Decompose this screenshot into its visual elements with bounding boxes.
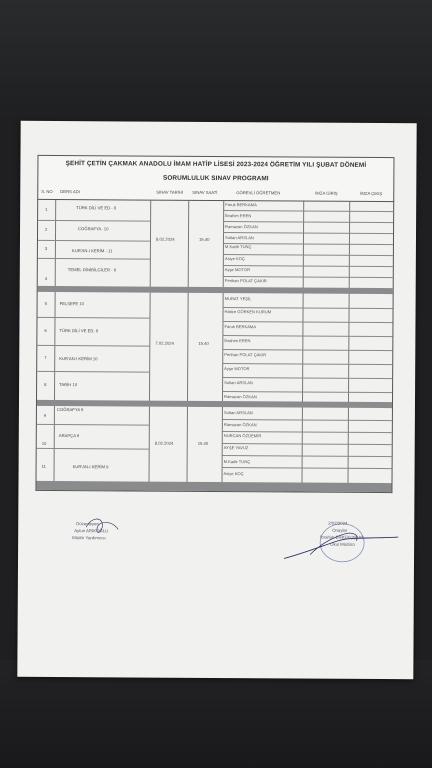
exam-time: 15.40 bbox=[198, 236, 210, 242]
header-sign-in: İMZA GİRİŞ bbox=[315, 190, 338, 196]
teacher-name: Ramazan ÖZKAN bbox=[224, 394, 257, 400]
teacher-name: İbrahim EREN bbox=[224, 338, 251, 344]
row-no: 4 bbox=[44, 275, 48, 281]
teacher-name: Sultan ARSLAN bbox=[224, 380, 254, 386]
course-name: KUR'AN-I KERİM 10 bbox=[59, 356, 98, 362]
teacher-name: MURAT YEŞİL bbox=[224, 296, 252, 302]
teacher-name: Asiye KOÇ bbox=[223, 471, 244, 477]
desk-background-top bbox=[0, 0, 432, 120]
teacher-name: Asiye KOÇ bbox=[224, 256, 245, 262]
exam-time: 15.40 bbox=[197, 440, 209, 446]
signature-right-name: İbrahim ERKEK(?)KAT bbox=[320, 534, 364, 540]
course-name: KUR'AN-I KERİM - 11 bbox=[71, 248, 113, 254]
teacher-name: M.Kadir TUNÇ bbox=[223, 459, 251, 465]
row-no: 10 bbox=[41, 440, 47, 446]
row-no: 3 bbox=[44, 245, 48, 251]
exam-date: 8.02.2024 bbox=[155, 236, 175, 242]
row-no: 5 bbox=[44, 300, 47, 306]
teacher-name: Ayşe MOTOR bbox=[224, 267, 251, 273]
title-box bbox=[37, 155, 394, 191]
row-no: 6 bbox=[44, 327, 47, 333]
signature-left bbox=[58, 519, 138, 559]
signature-right bbox=[280, 516, 400, 569]
row-no: 1 bbox=[45, 206, 48, 212]
exam-schedule-sheet bbox=[17, 121, 416, 679]
row-no: 11 bbox=[41, 463, 46, 469]
course-name: ARAPÇA 9 bbox=[58, 433, 80, 439]
group-separator bbox=[38, 286, 393, 294]
teacher-name: NURCAN ÖZDEMİR bbox=[223, 433, 262, 439]
header-teacher: GÖREVLİ ÖĞRETMEN bbox=[236, 190, 281, 196]
teacher-name: Faruk BERKAMA bbox=[225, 202, 257, 208]
signature-right-approval: Onaylar bbox=[332, 527, 348, 533]
row-no: 2 bbox=[45, 226, 48, 232]
title-line-2: SORUMLULUK SINAV PROGRAMI bbox=[162, 174, 269, 183]
signature-right-date: 2/02/2024 bbox=[328, 520, 348, 526]
course-name: COĞRAFYA- 10 bbox=[78, 226, 109, 232]
teacher-name: Perihan POLAT ÇAKIR bbox=[224, 278, 267, 284]
teacher-name: Ramazan ÖZKAN bbox=[225, 224, 258, 230]
header-course: DERS ADI bbox=[60, 189, 80, 195]
signature-right-title: Okul Müdürü bbox=[330, 541, 355, 547]
handwritten-signature bbox=[58, 513, 138, 553]
signature-left-role: Düzenleyen bbox=[76, 521, 99, 527]
header-sign-out: İMZA ÇIKIŞ bbox=[360, 190, 383, 197]
header-no: S. NO bbox=[41, 188, 53, 194]
course-name: FELSEFE 10 bbox=[59, 301, 85, 307]
header-time: SINAV SAATİ bbox=[192, 189, 218, 195]
group-separator bbox=[37, 400, 392, 408]
teacher-name: Sultan ARSLAN bbox=[223, 410, 253, 416]
schedule-table bbox=[35, 200, 394, 493]
teacher-name: Hatice GÖRKEN KURUM bbox=[224, 309, 272, 315]
teacher-name: Perihan POLAT ÇAKIR bbox=[224, 352, 267, 358]
teacher-name: İbrahim EREN bbox=[225, 213, 252, 219]
header-date: SINAV TARİHİ bbox=[156, 189, 184, 195]
row-no: 9 bbox=[43, 412, 47, 418]
course-name: TARİH 10 bbox=[59, 382, 78, 388]
teacher-name: M.Kadir TUNÇ bbox=[224, 244, 252, 250]
signature-left-name: Aytun ARIKOĞLU bbox=[74, 528, 109, 534]
course-name: TÜRK DİLİ VE ED. 9 bbox=[59, 328, 99, 334]
title-line-1: ŞEHİT ÇETİN ÇAKMAK ANADOLU İMAM HATİP LİSESİ 2023-2024 ÖĞRETİM YILI ŞUBAT DÖNEMİ bbox=[65, 160, 367, 169]
course-name: COĞRAFYA 9 bbox=[56, 407, 84, 413]
row-no: 7 bbox=[44, 354, 47, 360]
teacher-name: Sultan ARSLAN bbox=[224, 235, 254, 241]
teacher-name: Ayşe MOTOR bbox=[224, 366, 250, 372]
exam-time: 15.40 bbox=[198, 340, 209, 346]
signature-left-title: Müdür Yardımcısı bbox=[72, 535, 106, 541]
course-name: TEMEL DİNİBİLGİLER - 9 bbox=[67, 267, 117, 273]
table-bottom-bar bbox=[36, 481, 391, 492]
course-name: TÜRK DİLİ VE ED - 9 bbox=[76, 205, 117, 211]
teacher-name: Ramazan ÖZKAN bbox=[223, 422, 257, 428]
row-no: 8 bbox=[44, 381, 47, 387]
exam-date: 8.02.2024 bbox=[154, 440, 174, 446]
course-name: KUR'AN-I KERİM 9 bbox=[72, 464, 109, 470]
teacher-name: Faruk BERKAMA bbox=[224, 324, 257, 330]
exam-date: 7.02.2024 bbox=[155, 340, 175, 346]
teacher-name: AYŞE YAVUZ bbox=[223, 445, 249, 451]
